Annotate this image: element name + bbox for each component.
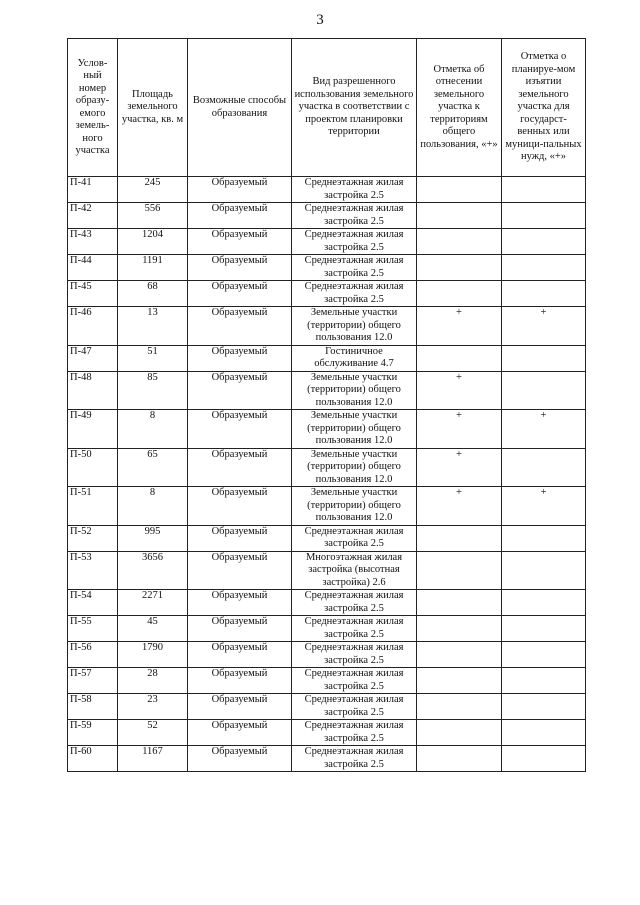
cell-plot-number: П-44	[68, 255, 118, 281]
table-row	[68, 694, 586, 720]
cell-seizure-mark	[502, 668, 586, 694]
cell-plot-number: П-43	[68, 229, 118, 255]
cell-seizure-mark	[502, 255, 586, 281]
header-seizure-mark: Отметка о планируе-мом изъятии земельного участка для государст-венных или муници-пальных нужд, «+»	[502, 39, 586, 177]
cell-formation-method: Образуемый	[188, 229, 292, 255]
cell-permitted-use: Земельные участки (территории) общего пользования 12.0	[292, 307, 417, 346]
table-row	[68, 448, 586, 487]
header-area: Площадь земельного участка, кв. м	[118, 39, 188, 177]
table-row	[68, 281, 586, 307]
cell-common-use-mark: +	[417, 307, 502, 346]
cell-seizure-mark	[502, 203, 586, 229]
table-row	[68, 177, 586, 203]
cell-permitted-use: Среднеэтажная жилая застройка 2.5	[292, 616, 417, 642]
table-row	[68, 746, 586, 772]
cell-permitted-use: Среднеэтажная жилая застройка 2.5	[292, 177, 417, 203]
cell-area: 1204	[118, 229, 188, 255]
cell-area: 28	[118, 668, 188, 694]
cell-common-use-mark	[417, 177, 502, 203]
cell-common-use-mark: +	[417, 410, 502, 449]
cell-common-use-mark	[417, 642, 502, 668]
table-row	[68, 410, 586, 449]
cell-formation-method: Образуемый	[188, 720, 292, 746]
table-header-row	[68, 39, 586, 177]
page-number: 3	[316, 12, 324, 28]
cell-area: 995	[118, 525, 188, 551]
cell-common-use-mark	[417, 694, 502, 720]
table-row	[68, 307, 586, 346]
cell-plot-number: П-60	[68, 746, 118, 772]
cell-plot-number: П-42	[68, 203, 118, 229]
cell-permitted-use: Среднеэтажная жилая застройка 2.5	[292, 590, 417, 616]
cell-formation-method: Образуемый	[188, 203, 292, 229]
cell-seizure-mark	[502, 720, 586, 746]
cell-seizure-mark	[502, 371, 586, 410]
cell-area: 52	[118, 720, 188, 746]
cell-plot-number: П-47	[68, 345, 118, 371]
cell-formation-method: Образуемый	[188, 668, 292, 694]
table-row	[68, 487, 586, 526]
cell-seizure-mark	[502, 746, 586, 772]
cell-common-use-mark	[417, 720, 502, 746]
cell-common-use-mark: +	[417, 487, 502, 526]
cell-plot-number: П-56	[68, 642, 118, 668]
cell-permitted-use: Гостиничное обслуживание 4.7	[292, 345, 417, 371]
header-common-use-mark: Отметка об отнесении земельного участка к территориям общего пользования, «+»	[417, 39, 502, 177]
table-row	[68, 642, 586, 668]
cell-area: 1191	[118, 255, 188, 281]
table-row	[68, 590, 586, 616]
cell-plot-number: П-41	[68, 177, 118, 203]
cell-common-use-mark	[417, 345, 502, 371]
cell-area: 51	[118, 345, 188, 371]
cell-seizure-mark	[502, 590, 586, 616]
cell-common-use-mark: +	[417, 371, 502, 410]
cell-permitted-use: Среднеэтажная жилая застройка 2.5	[292, 525, 417, 551]
table-row	[68, 668, 586, 694]
cell-plot-number: П-57	[68, 668, 118, 694]
cell-formation-method: Образуемый	[188, 694, 292, 720]
table-row	[68, 616, 586, 642]
cell-permitted-use: Среднеэтажная жилая застройка 2.5	[292, 720, 417, 746]
cell-common-use-mark	[417, 229, 502, 255]
table-row	[68, 720, 586, 746]
cell-area: 245	[118, 177, 188, 203]
cell-formation-method: Образуемый	[188, 616, 292, 642]
cell-seizure-mark: +	[502, 487, 586, 526]
cell-area: 65	[118, 448, 188, 487]
cell-formation-method: Образуемый	[188, 448, 292, 487]
table-row	[68, 203, 586, 229]
cell-plot-number: П-45	[68, 281, 118, 307]
cell-seizure-mark	[502, 229, 586, 255]
cell-formation-method: Образуемый	[188, 255, 292, 281]
cell-seizure-mark	[502, 642, 586, 668]
table-row	[68, 371, 586, 410]
cell-seizure-mark	[502, 616, 586, 642]
land-plots-table	[67, 38, 586, 772]
cell-plot-number: П-49	[68, 410, 118, 449]
cell-area: 556	[118, 203, 188, 229]
cell-seizure-mark	[502, 177, 586, 203]
table-row	[68, 255, 586, 281]
cell-area: 2271	[118, 590, 188, 616]
cell-seizure-mark	[502, 525, 586, 551]
cell-common-use-mark	[417, 616, 502, 642]
header-formation-method: Возможные способы образования	[188, 39, 292, 177]
cell-permitted-use: Среднеэтажная жилая застройка 2.5	[292, 746, 417, 772]
cell-formation-method: Образуемый	[188, 410, 292, 449]
cell-common-use-mark	[417, 281, 502, 307]
cell-formation-method: Образуемый	[188, 746, 292, 772]
cell-area: 68	[118, 281, 188, 307]
cell-formation-method: Образуемый	[188, 371, 292, 410]
cell-plot-number: П-52	[68, 525, 118, 551]
cell-formation-method: Образуемый	[188, 177, 292, 203]
cell-area: 13	[118, 307, 188, 346]
cell-area: 1790	[118, 642, 188, 668]
cell-plot-number: П-51	[68, 487, 118, 526]
cell-permitted-use: Среднеэтажная жилая застройка 2.5	[292, 668, 417, 694]
cell-common-use-mark	[417, 203, 502, 229]
cell-formation-method: Образуемый	[188, 281, 292, 307]
cell-seizure-mark: +	[502, 307, 586, 346]
cell-permitted-use: Земельные участки (территории) общего пользования 12.0	[292, 448, 417, 487]
cell-permitted-use: Земельные участки (территории) общего пользования 12.0	[292, 371, 417, 410]
cell-common-use-mark	[417, 255, 502, 281]
cell-formation-method: Образуемый	[188, 590, 292, 616]
cell-plot-number: П-53	[68, 551, 118, 590]
cell-seizure-mark	[502, 694, 586, 720]
cell-permitted-use: Среднеэтажная жилая застройка 2.5	[292, 694, 417, 720]
cell-plot-number: П-58	[68, 694, 118, 720]
cell-permitted-use: Земельные участки (территории) общего пользования 12.0	[292, 410, 417, 449]
cell-seizure-mark: +	[502, 410, 586, 449]
cell-permitted-use: Среднеэтажная жилая застройка 2.5	[292, 203, 417, 229]
table-row	[68, 525, 586, 551]
cell-seizure-mark	[502, 345, 586, 371]
cell-plot-number: П-50	[68, 448, 118, 487]
cell-common-use-mark	[417, 746, 502, 772]
cell-area: 8	[118, 410, 188, 449]
table-row	[68, 551, 586, 590]
cell-common-use-mark	[417, 551, 502, 590]
cell-common-use-mark	[417, 668, 502, 694]
cell-area: 1167	[118, 746, 188, 772]
table-row	[68, 345, 586, 371]
cell-formation-method: Образуемый	[188, 525, 292, 551]
cell-plot-number: П-48	[68, 371, 118, 410]
header-plot-number: Услов-ный номер образу-емого земель-ного участка	[68, 39, 118, 177]
cell-permitted-use: Среднеэтажная жилая застройка 2.5	[292, 229, 417, 255]
cell-formation-method: Образуемый	[188, 345, 292, 371]
cell-formation-method: Образуемый	[188, 642, 292, 668]
cell-formation-method: Образуемый	[188, 551, 292, 590]
cell-plot-number: П-46	[68, 307, 118, 346]
cell-seizure-mark	[502, 281, 586, 307]
cell-permitted-use: Многоэтажная жилая застройка (высотная застройка) 2.6	[292, 551, 417, 590]
cell-common-use-mark	[417, 590, 502, 616]
cell-area: 45	[118, 616, 188, 642]
cell-plot-number: П-55	[68, 616, 118, 642]
cell-area: 23	[118, 694, 188, 720]
cell-seizure-mark	[502, 448, 586, 487]
cell-area: 8	[118, 487, 188, 526]
cell-common-use-mark	[417, 525, 502, 551]
header-permitted-use: Вид разрешенного использования земельного участка в соответствии с проектом планировки территории	[292, 39, 417, 177]
cell-permitted-use: Среднеэтажная жилая застройка 2.5	[292, 255, 417, 281]
cell-formation-method: Образуемый	[188, 307, 292, 346]
cell-plot-number: П-59	[68, 720, 118, 746]
cell-formation-method: Образуемый	[188, 487, 292, 526]
cell-permitted-use: Среднеэтажная жилая застройка 2.5	[292, 281, 417, 307]
cell-area: 85	[118, 371, 188, 410]
cell-common-use-mark: +	[417, 448, 502, 487]
cell-seizure-mark	[502, 551, 586, 590]
cell-area: 3656	[118, 551, 188, 590]
cell-permitted-use: Среднеэтажная жилая застройка 2.5	[292, 642, 417, 668]
cell-plot-number: П-54	[68, 590, 118, 616]
table-row	[68, 229, 586, 255]
table-body	[68, 177, 586, 772]
cell-permitted-use: Земельные участки (территории) общего пользования 12.0	[292, 487, 417, 526]
